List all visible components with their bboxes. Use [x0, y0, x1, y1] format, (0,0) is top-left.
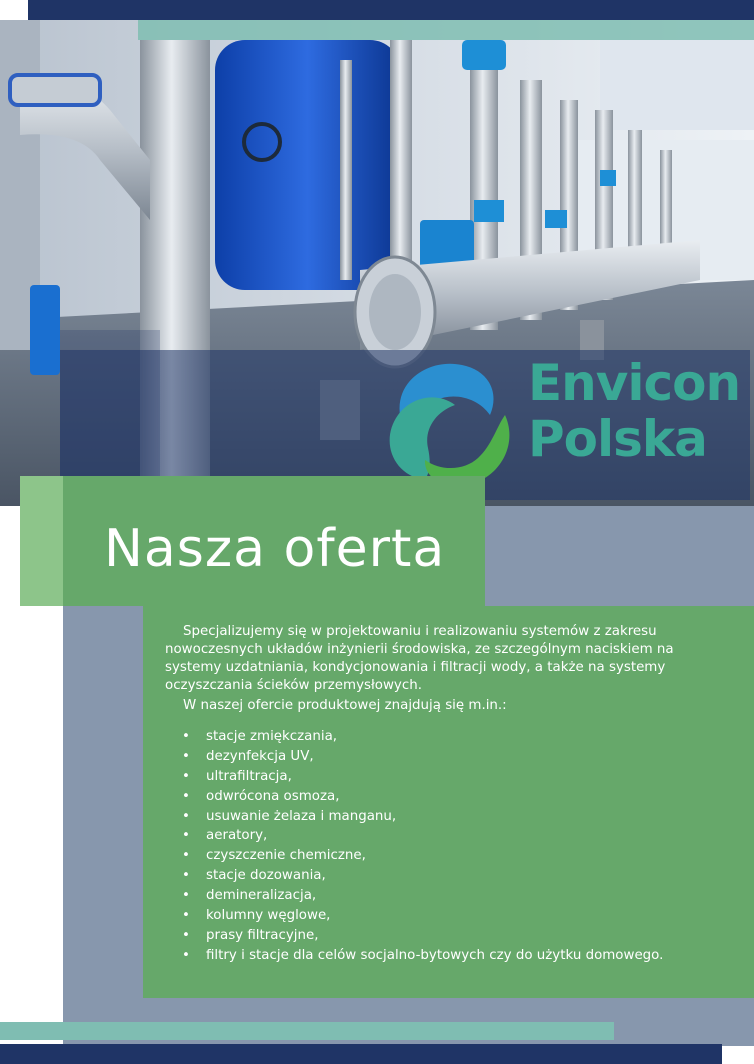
brand-line2: Polska: [528, 410, 707, 468]
list-item: • odwrócona osmoza,: [165, 787, 725, 807]
bottom-navy-bar: [0, 1044, 722, 1064]
list-item: • prasy filtracyjne,: [165, 926, 725, 946]
offer-list: [165, 727, 725, 966]
top-teal-strip: [138, 20, 754, 40]
top-navy-bar: [28, 0, 754, 20]
brand-line1: Envicon: [528, 354, 741, 412]
list-item: • stacje dozowania,: [165, 866, 725, 886]
offer-lead: W naszej ofercie produktowej znajdują się m.in.:: [183, 698, 507, 713]
offer-content: [165, 623, 725, 966]
intro-paragraph: Specjalizujemy się w projektowaniu i realizowaniu systemów z zakresu nowoczesnych układów inżynierii środowiska, ze szczególnym naciskiem na systemy uzdatniania, kondycjonowania i filtracji wody, a także na systemy oczyszczania ścieków przemysłowych.: [165, 624, 674, 693]
list-item: • usuwanie żelaza i manganu,: [165, 807, 725, 827]
list-item: • kolumny węglowe,: [165, 906, 725, 926]
list-item: • dezynfekcja UV,: [165, 747, 725, 767]
brand-wordmark: [528, 355, 740, 467]
list-item: • ultrafiltracja,: [165, 767, 725, 787]
list-item: • demineralizacja,: [165, 886, 725, 906]
list-item: • stacje zmiękczania,: [165, 727, 725, 747]
list-item: • filtry i stacje dla celów socjalno-bytowych czy do użytku domowego.: [165, 946, 725, 966]
list-item: • czyszczenie chemiczne,: [165, 846, 725, 866]
list-item: • aeratory,: [165, 826, 725, 846]
page-title: Nasza oferta: [104, 519, 446, 579]
bottom-teal-bar: [0, 1022, 614, 1040]
